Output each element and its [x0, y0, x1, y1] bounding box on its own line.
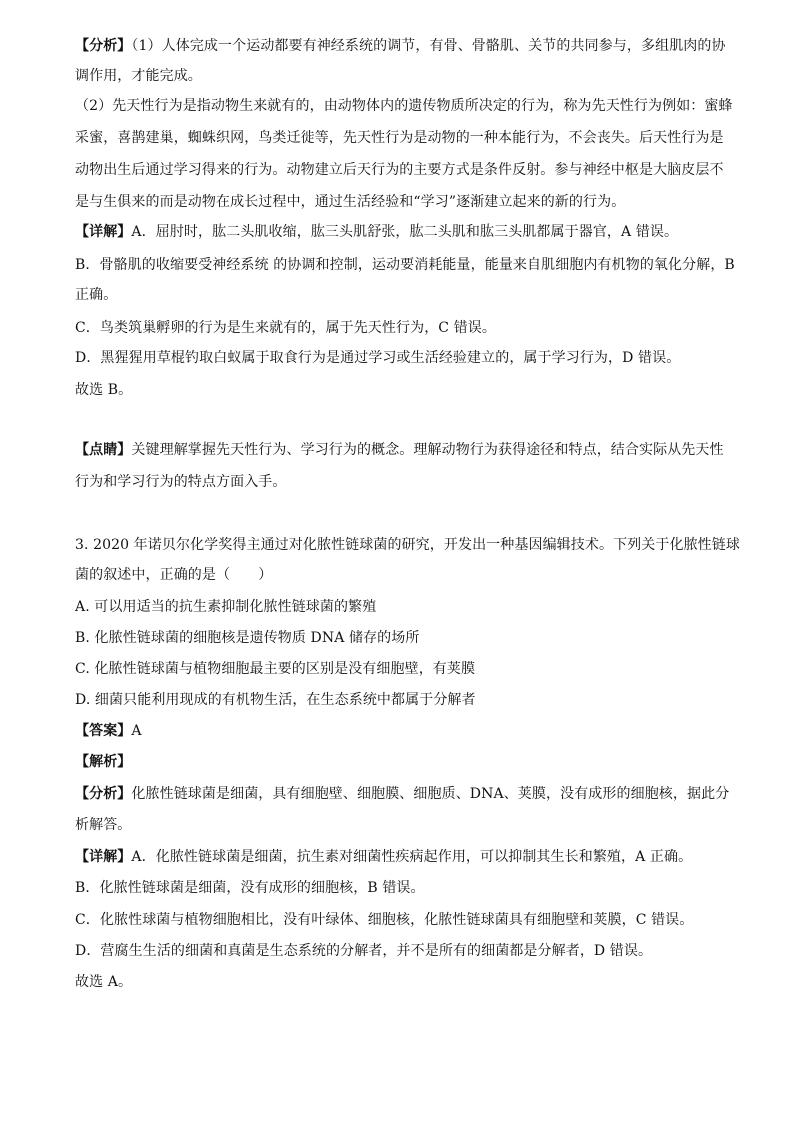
analysis-line-4: 采蜜，喜鹊建巢，蜘蛛织网，鸟类迁徙等，先天性行为是动物的一种本能行为，不会丧失。后天性行为是	[75, 130, 724, 146]
answer-line	[75, 721, 725, 741]
analysis-tag: 【分析】	[75, 38, 132, 54]
explain-line	[75, 752, 725, 772]
analysis-line-5: 动物出生后通过学习得来的行为。动物建立后天行为的主要方式是条件反射。参与神经中枢是大脑皮层不	[75, 162, 724, 178]
question-stem-line-1: 3. 2020 年诺贝尔化学奖得主通过对化脓性链球菌的研究，开发出一种基因编辑技术。下列关于化脓性链球	[75, 537, 740, 553]
comment-line-2: 行为和学习行为的特点方面入手。	[75, 474, 287, 490]
comment-line-1: 【点睛】关键理解掌握先天性行为、学习行为的概念。理解动物行为获得途径和特点，结合实际从先天性	[75, 442, 724, 458]
answer-tag: 【答案】	[75, 723, 132, 739]
answer-value: A	[131, 723, 142, 739]
q3-detail-line-1: 【详解】A．化脓性链球菌是细菌，抗生素对细菌性疾病起作用，可以抑制其生长和繁殖，A 正确。	[75, 849, 693, 865]
q3-detail-tag: 【详解】	[75, 849, 132, 865]
detail-line-5: D．黑猩猩用草棍钓取白蚁属于取食行为是通过学习或生活经验建立的，属于学习行为，D 错误。	[75, 350, 681, 366]
detail-line-3: 正确。	[75, 287, 118, 303]
analysis-line-2: 调作用，才能完成。	[75, 68, 202, 84]
analysis-line-6: 是与生俱来的而是动物在成长过程中，通过生活经验和“学习”逐渐建立起来的新的行为。	[75, 194, 626, 210]
q3-analysis-line-1: 【分析】化脓性链球菌是细菌，具有细胞壁、细胞膜、细胞质、DNA、荚膜，没有成形的细胞核，据此分	[75, 786, 730, 802]
analysis-line-3: （2）先天性行为是指动物生来就有的，由动物体内的遗传物质所决定的行为，称为先天性行为例如：蜜蜂	[75, 98, 733, 114]
option-b: B. 化脓性链球菌的细胞核是遗传物质 DNA 储存的场所	[75, 630, 420, 646]
q3-detail-line-3: C．化脓性球菌与植物细胞相比，没有叶绿体、细胞核，化脓性链球菌具有细胞壁和荚膜，C 错误。	[75, 912, 694, 928]
detail-line-2: B．骨骼肌的收缩要受神经系统 的协调和控制，运动要消耗能量，能量来自肌细胞内有机物的氧化分解，B	[75, 257, 735, 273]
comment-tag: 【点睛】	[75, 442, 132, 458]
analysis-line-1: 【分析】（1）人体完成一个运动都要有神经系统的调节，有骨、骨骼肌、关节的共同参与，多组肌肉的协	[75, 38, 726, 54]
q3-analysis-line-2: 析解答。	[75, 817, 132, 833]
q3-detail-line-4: D．营腐生生活的细菌和真菌是生态系统的分解者，并不是所有的细菌都是分解者，D 错误。	[75, 943, 653, 959]
q3-analysis-tag: 【分析】	[75, 786, 132, 802]
detail-tag: 【详解】	[75, 224, 132, 240]
q3-detail-line-2: B．化脓性链球菌是细菌，没有成形的细胞核，B 错误。	[75, 880, 425, 896]
detail-line-4: C．鸟类筑巢孵卵的行为是生来就有的，属于先天性行为，C 错误。	[75, 320, 496, 336]
option-a: A. 可以用适当的抗生素抑制化脓性链球菌的繁殖	[75, 599, 377, 615]
question-stem-line-2: 菌的叙述中，正确的是（ ）	[75, 567, 273, 583]
q3-choice-line: 故选 A。	[75, 974, 133, 990]
option-d: D. 细菌只能利用现成的有机物生活，在生态系统中都属于分解者	[75, 692, 476, 708]
explain-tag: 【解析】	[75, 754, 132, 770]
choice-line: 故选 B。	[75, 382, 133, 398]
option-c: C. 化脓性链球菌与植物细胞最主要的区别是没有细胞壁，有荚膜	[75, 661, 476, 677]
detail-line-1: 【详解】A．屈肘时，肱二头肌收缩，肱三头肌舒张，肱二头肌和肱三头肌都属于器官，A 错误。	[75, 224, 679, 240]
